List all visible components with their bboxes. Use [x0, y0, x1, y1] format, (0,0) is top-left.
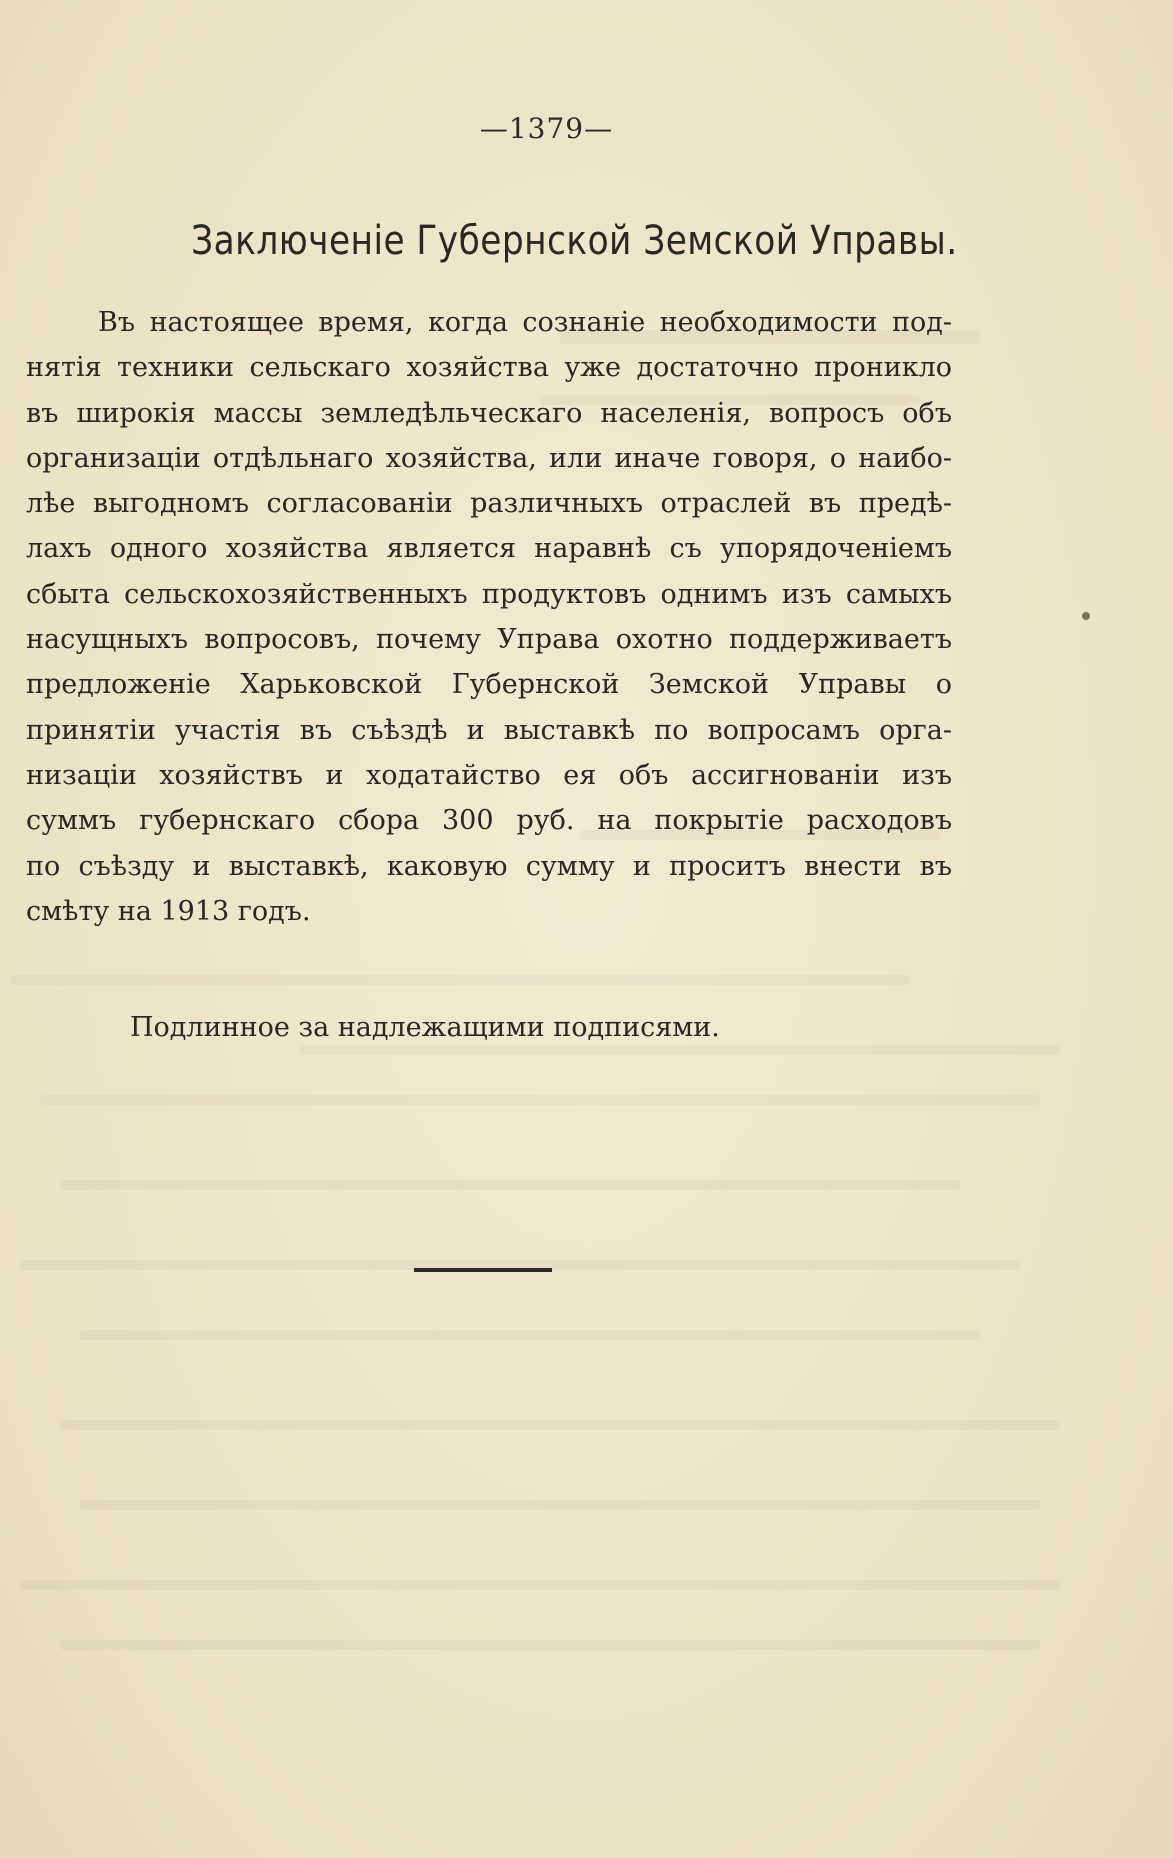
paragraph-line: Въ настоящее время, когда сознаніе необходимости под- — [98, 307, 952, 338]
paragraph-line: предложеніе Харьковской Губернской Земской Управы о — [26, 669, 952, 701]
paragraph-line: въ широкія массы земледѣльческаго населенія, вопросъ объ — [26, 397, 952, 429]
paragraph-line: лахъ одного хозяйства является наравнѣ съ упорядоченіемъ — [26, 533, 952, 565]
signature-note: Подлинное за надлежащими подписями. — [130, 1012, 720, 1043]
paragraph-line: нятія техники сельскаго хозяйства уже достаточно проникло — [26, 352, 952, 384]
page-number: —1379— — [479, 112, 614, 145]
paragraph-line: сбыта сельскохозяйственныхъ продуктовъ однимъ изъ самыхъ — [26, 578, 952, 610]
paragraph-line: смѣту на 1913 годъ. — [26, 895, 311, 927]
paragraph-line: лѣе выгодномъ согласованіи различныхъ отраслей въ предѣ- — [26, 488, 952, 520]
paragraph-line: принятіи участія въ съѣздѣ и выставкѣ по вопросамъ орга- — [26, 714, 952, 746]
paragraph-line: насущныхъ вопросовъ, почему Управа охотно поддерживаетъ — [26, 624, 952, 656]
ink-speck — [1082, 612, 1090, 620]
paragraph-line: организаціи отдѣльнаго хозяйства, или иначе говоря, о наибо- — [26, 442, 952, 474]
paragraph-line: по съѣзду и выставкѣ, каковую сумму и проситъ внести въ — [26, 850, 952, 882]
paragraph-line: суммъ губернскаго сбора 300 руб. на покрытіе расходовъ — [26, 805, 952, 837]
body-paragraph — [26, 300, 952, 934]
end-rule — [414, 1268, 552, 1272]
section-heading: Заключеніе Губернской Земской Управы. — [191, 218, 958, 264]
paragraph-line: низаціи хозяйствъ и ходатайство ея объ ассигнованіи изъ — [26, 759, 952, 791]
